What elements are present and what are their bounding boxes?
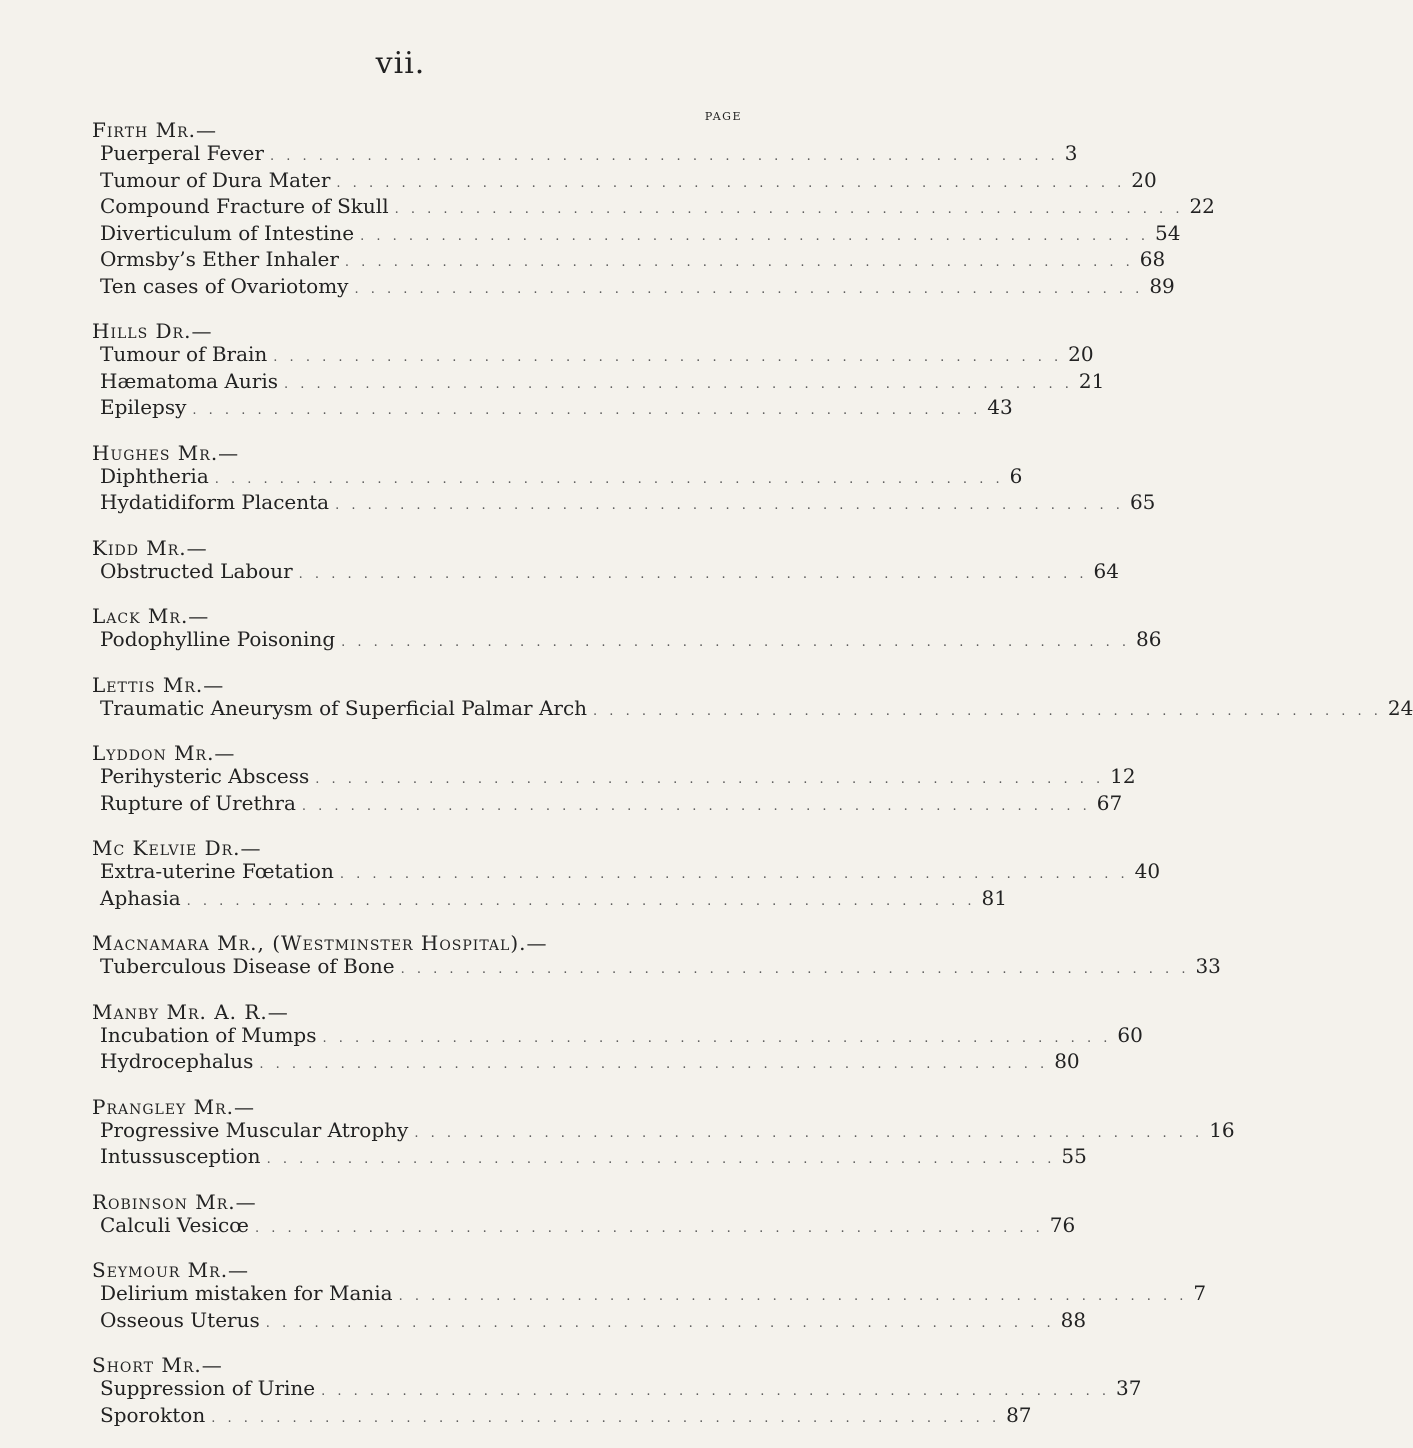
dot-leader: . . . . . . . . . . . . . . . . . . . . . . . . . . . . . . . . . . . . . . . . . . . . . . . . .: [322, 1030, 1112, 1046]
dot-leader: . . . . . . . . . . . . . . . . . . . . . . . . . . . . . . . . . . . . . . . . . . . . . . . . .: [266, 1152, 1056, 1167]
entry-title: Suppression of Urine: [100, 1376, 316, 1400]
entry-page-number: 89: [1149, 273, 1175, 298]
entry-title: Compound Fracture of Skull: [100, 194, 389, 218]
author-heading: Lyddon Mr.—: [92, 741, 236, 765]
author-group: [92, 604, 1162, 655]
author-heading: Short Mr.—: [92, 1353, 223, 1377]
index-entry: [92, 1117, 1235, 1146]
author-heading: Hughes Mr.—: [92, 440, 240, 465]
entry-page-number: 22: [1189, 194, 1215, 218]
entry-title: Calculi Vesicœ: [100, 1212, 249, 1237]
author-group: [92, 836, 1161, 913]
entry-title: Aphasia: [100, 885, 181, 910]
entry-page-number: 43: [987, 395, 1013, 419]
entry-title: Ormsby’s Ether Inhaler: [100, 247, 339, 271]
author-group: [92, 1094, 1235, 1172]
index-entry: [92, 247, 1166, 275]
index-entry: [92, 558, 1119, 587]
dot-leader: . . . . . . . . . . . . . . . . . . . . . . . . . . . . . . . . . . . . . . . . . . . . . . . . .: [273, 350, 1063, 365]
dot-leader: . . . . . . . . . . . . . . . . . . . . . . . . . . . . . . . . . . . . . . . . . . . . . . . . .: [354, 281, 1144, 297]
author-group: [92, 1258, 1207, 1335]
entry-page-number: 76: [1049, 1212, 1076, 1237]
author-group: [92, 931, 1221, 982]
author-group: [92, 319, 1105, 423]
dot-leader: . . . . . . . . . . . . . . . . . . . . . . . . . . . . . . . . . . . . . . . . . . . . . . . . .: [394, 202, 1184, 217]
index-entry: [92, 1402, 1032, 1431]
index-entry: [92, 1049, 1080, 1077]
entry-title: Obstructed Labour: [100, 558, 293, 583]
entry-page-number: 88: [1060, 1307, 1087, 1332]
dot-leader: . . . . . . . . . . . . . . . . . . . . . . . . . . . . . . . . . . . . . . . . . . . . . . . . .: [284, 376, 1073, 392]
author-group: [92, 535, 1119, 587]
entry-page-number: 87: [1006, 1402, 1032, 1427]
page-column-label: PAGE: [704, 110, 742, 123]
index-entry: [92, 342, 1094, 370]
index-entry: [92, 395, 1013, 423]
author-heading: Hills Dr.—: [92, 319, 213, 343]
dot-leader: . . . . . . . . . . . . . . . . . . . . . . . . . . . . . . . . . . . . . . . . . . . . . . . . .: [259, 1057, 1049, 1072]
dot-leader: . . . . . . . . . . . . . . . . . . . . . . . . . . . . . . . . . . . . . . . . . . . . . . . . .: [360, 228, 1149, 244]
entry-title: Tuberculous Disease of Bone: [100, 954, 395, 978]
index-entry: [92, 1212, 1076, 1241]
author-group: [92, 118, 1215, 301]
dot-leader: . . . . . . . . . . . . . . . . . . . . . . . . . . . . . . . . . . . . . . . . . . . . . . . . .: [339, 867, 1129, 882]
entry-page-number: 81: [981, 885, 1007, 910]
index-entry: [92, 954, 1221, 982]
dot-leader: . . . . . . . . . . . . . . . . . . . . . . . . . . . . . . . . . . . . . . . . . . . . . . . . .: [186, 893, 976, 909]
dot-leader: . . . . . . . . . . . . . . . . . . . . . . . . . . . . . . . . . . . . . . . . . . . . . . . . .: [321, 1384, 1110, 1399]
author-heading: Lack Mr.—: [92, 604, 210, 628]
entry-title: Sporokton: [100, 1402, 206, 1427]
index-entry: [92, 885, 1007, 914]
author-heading: Robinson Mr.—: [92, 1189, 257, 1214]
entry-title: Osseous Uterus: [100, 1307, 260, 1332]
entry-page-number: 65: [1129, 490, 1156, 514]
index-entry: [92, 463, 1023, 492]
author-heading: Mc Kelvie Dr.—: [92, 836, 262, 860]
entry-title: Hæmatoma Auris: [100, 368, 278, 393]
index-entry: [92, 627, 1162, 655]
index-entry: [92, 368, 1105, 397]
author-group: [92, 741, 1136, 818]
entry-title: Epilepsy: [100, 395, 187, 419]
entry-page-number: 16: [1209, 1117, 1235, 1142]
entry-page-number: 20: [1068, 342, 1094, 366]
author-group: [92, 672, 1413, 724]
dot-leader: . . . . . . . . . . . . . . . . . . . . . . . . . . . . . . . . . . . . . . . . . . . . . . . . .: [254, 1220, 1044, 1236]
author-heading: Macnamara Mr., (Westminster Hospital).—: [92, 931, 548, 955]
entry-page-number: 67: [1096, 790, 1123, 815]
index-entry: [92, 194, 1215, 222]
index-entry: [92, 167, 1157, 196]
entry-title: Extra-uterine Fœtation: [100, 859, 334, 883]
entry-page-number: 80: [1054, 1049, 1080, 1073]
dot-leader: . . . . . . . . . . . . . . . . . . . . . . . . . . . . . . . . . . . . . . . . . . . . . . . . .: [211, 1410, 1001, 1426]
entry-page-number: 3: [1064, 141, 1078, 165]
entry-page-number: 55: [1061, 1144, 1087, 1168]
dot-leader: . . . . . . . . . . . . . . . . . . . . . . . . . . . . . . . . . . . . . . . . . . . . . . . . .: [298, 566, 1088, 582]
index-entry: [92, 141, 1078, 169]
author-heading: Manby Mr. A. R.—: [92, 999, 289, 1024]
author-group: [92, 1189, 1076, 1241]
entry-title: Ten cases of Ovariotomy: [100, 273, 349, 298]
entry-title: Delirium mistaken for Mania: [100, 1281, 393, 1305]
entry-title: Rupture of Urethra: [100, 790, 296, 815]
entry-page-number: 60: [1117, 1022, 1143, 1047]
entry-page-number: 64: [1093, 558, 1119, 583]
entry-page-number: 7: [1193, 1281, 1207, 1305]
dot-leader: . . . . . . . . . . . . . . . . . . . . . . . . . . . . . . . . . . . . . . . . . . . . . . . . .: [315, 772, 1105, 787]
entry-page-number: 20: [1131, 167, 1157, 192]
index-entry: [92, 859, 1161, 887]
index-entry: [92, 1376, 1142, 1404]
author-group: [92, 999, 1143, 1077]
entry-title: Tumour of Brain: [100, 342, 268, 366]
entry-title: Perihysteric Abscess: [100, 764, 310, 788]
dot-leader: . . . . . . . . . . . . . . . . . . . . . . . . . . . . . . . . . . . . . . . . . . . . . . . . .: [265, 1315, 1055, 1331]
author-index: [92, 118, 1413, 1448]
entry-title: Incubation of Mumps: [100, 1022, 317, 1047]
entry-title: Traumatic Aneurysm of Superficial Palmar Arch: [100, 695, 588, 720]
entry-page-number: 21: [1078, 368, 1105, 393]
author-heading: Lettis Mr.—: [92, 672, 225, 697]
entry-page-number: 33: [1195, 954, 1221, 978]
entry-page-number: 37: [1115, 1376, 1142, 1400]
index-entry: [92, 764, 1136, 792]
entry-title: Diverticulum of Intestine: [100, 220, 355, 245]
entry-title: Diphtheria: [100, 463, 209, 488]
author-heading: Kidd Mr.—: [92, 535, 208, 560]
entry-page-number: 86: [1135, 627, 1162, 651]
entry-title: Intussusception: [100, 1144, 261, 1168]
dot-leader: . . . . . . . . . . . . . . . . . . . . . . . . . . . . . . . . . . . . . . . . . . . . . . . . .: [344, 255, 1134, 270]
entry-page-number: 54: [1154, 220, 1181, 245]
entry-title: Tumour of Dura Mater: [100, 167, 331, 192]
entry-title: Podophylline Poisoning: [100, 627, 336, 651]
entry-title: Hydrocephalus: [100, 1049, 254, 1073]
author-group: [92, 1353, 1142, 1430]
dot-leader: . . . . . . . . . . . . . . . . . . . . . . . . . . . . . . . . . . . . . . . . . . . . . . . . .: [214, 471, 1004, 487]
dot-leader: . . . . . . . . . . . . . . . . . . . . . . . . . . . . . . . . . . . . . . . . . . . . . . . . .: [398, 1289, 1188, 1304]
dot-leader: . . . . . . . . . . . . . . . . . . . . . . . . . . . . . . . . . . . . . . . . . . . . . . . . .: [336, 175, 1126, 191]
index-entry: [92, 1281, 1207, 1309]
index-entry: [92, 1144, 1087, 1172]
dot-leader: . . . . . . . . . . . . . . . . . . . . . . . . . . . . . . . . . . . . . . . . . . . . . . . . .: [593, 703, 1382, 719]
index-entry: [92, 1307, 1087, 1336]
index-entry: [92, 790, 1123, 819]
author-heading: Seymour Mr.—: [92, 1258, 250, 1282]
dot-leader: . . . . . . . . . . . . . . . . . . . . . . . . . . . . . . . . . . . . . . . . . . . . . . . . .: [301, 798, 1091, 814]
entry-title: Puerperal Fever: [100, 141, 264, 165]
entry-page-number: 40: [1134, 859, 1161, 883]
index-entry: [92, 1022, 1143, 1051]
author-heading: Prangley Mr.—: [92, 1094, 256, 1119]
entry-title: Hydatidiform Placenta: [100, 490, 330, 514]
author-heading: Firth Mr.—: [92, 118, 217, 142]
index-entry: [92, 273, 1175, 302]
index-entry: [92, 490, 1156, 518]
dot-leader: . . . . . . . . . . . . . . . . . . . . . . . . . . . . . . . . . . . . . . . . . . . . . . . . .: [192, 403, 982, 418]
entry-page-number: 12: [1110, 764, 1136, 788]
page-folio: vii.: [375, 46, 426, 81]
dot-leader: . . . . . . . . . . . . . . . . . . . . . . . . . . . . . . . . . . . . . . . . . . . . . . . . .: [269, 149, 1059, 164]
dot-leader: . . . . . . . . . . . . . . . . . . . . . . . . . . . . . . . . . . . . . . . . . . . . . . . . .: [341, 635, 1130, 650]
entry-page-number: 68: [1139, 247, 1166, 271]
entry-title: Progressive Muscular Atrophy: [100, 1117, 409, 1142]
dot-leader: . . . . . . . . . . . . . . . . . . . . . . . . . . . . . . . . . . . . . . . . . . . . . . . . .: [335, 498, 1124, 513]
entry-page-number: 24: [1387, 695, 1413, 720]
dot-leader: . . . . . . . . . . . . . . . . . . . . . . . . . . . . . . . . . . . . . . . . . . . . . . . . .: [400, 962, 1190, 977]
author-group: [92, 440, 1156, 518]
index-entry: [92, 695, 1413, 724]
dot-leader: . . . . . . . . . . . . . . . . . . . . . . . . . . . . . . . . . . . . . . . . . . . . . . . . .: [414, 1125, 1204, 1141]
index-entry: [92, 220, 1181, 249]
entry-page-number: 6: [1009, 463, 1023, 488]
